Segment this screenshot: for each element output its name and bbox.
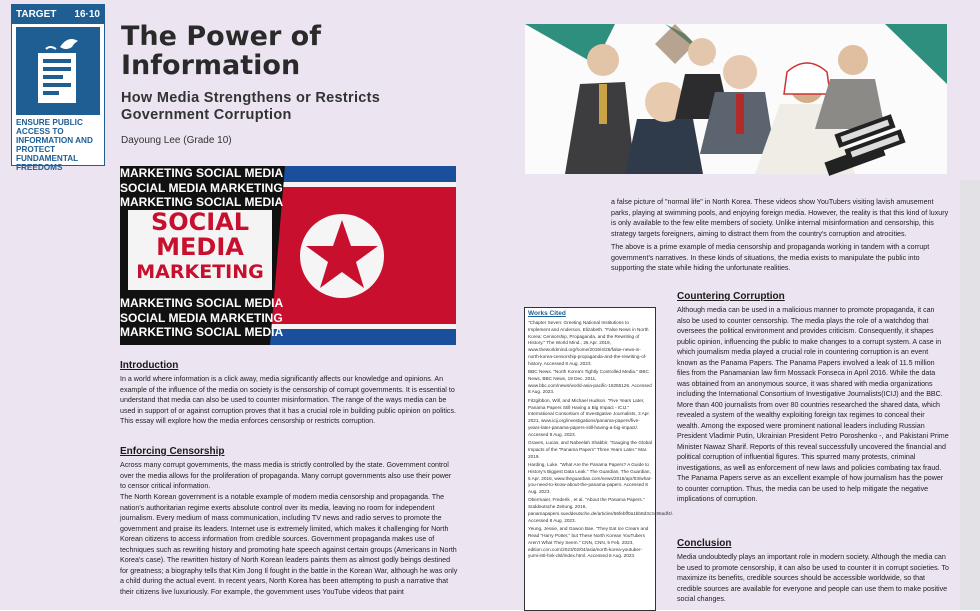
- subtitle-line-2: Government Corruption: [121, 106, 292, 123]
- social-media-flag-image: [120, 166, 456, 345]
- censorship-heading: Enforcing Censorship: [120, 446, 225, 457]
- badge-caption: ENSURE PUBLIC ACCESS TO INFORMATION AND PROTECT FUNDAMENTAL FREEDOMS: [16, 118, 93, 172]
- marketing-row-1: MARKETING SOCIAL MEDIA: [120, 166, 284, 180]
- sdg-peace-icon: [16, 27, 100, 115]
- countering-text: Although media can be used in a malicious manner to promote propaganda, it can also be used to counter censorship. The media plays the role of a watchdog that oversees the political environment and provides criticism. Consequently, it shapes public opinion, influencing the public to make changes to a corrupt system. A case in which journalism media played a crucial role in countering corruption is an event known as the Panama Papers. The Panama Papers involved a leak of 11.5 million files from the Panamanian law firm Mossack Fonseca in April 2016. While the data was obtained from an anonymous source, it was shared with media organizations including the International Consortium of Investigative Journalists(ICIJ) and the BBC. More than 400 journalists from over 80 countries researched the shared data, which revealed a system of the wealthy exploiting foreign tax regimes to conceal their wealth. Among the exposed were prominent national leaders including Russian President Vladimir Putin, Ukrainian President Petro Poroshenko -, and Pakistani Prime Minister Nawaz Sharif. Reports of this reveal successfully uncovered the financial and political corruption of influential figures. This spurred many protests, criminal investigations, as well as enforcement of new laws and policies combating tax fraud. The Panama Papers serve as an excellent example of how journalism has the power to counter corruption. Thus, the media can be used to help mitigate the negative implications of corruption.: [677, 306, 949, 503]
- conclusion-text: Media undoubtedly plays an important role in modern society. Although the media can be used to promote censorship, it can also be used to counter it in corrupt societies. To maximize its benefits, credible sources should be accessible worldwide, so that credible sources are available for everyone and people can use them to make positive social changes.: [677, 553, 949, 603]
- works-cited-list: [528, 320, 674, 560]
- citation-entry: Fitzgibbon, Will, and Michael Hudson. "Five Years Later, Panama Papers Still Having a Big Impact - ICIJ." International Consortium of Investigative Journalists, 3 Apr. 2021, www.icij.org/investigations/panama-papers/five-years-later-panama-papers-still-having-a-big-impact/. Accessed 8 Aug. 2023.: [528, 397, 650, 437]
- block-line-1: SOCIAL: [150, 208, 250, 236]
- page-edge-strip: [960, 180, 980, 610]
- badge-target-number: 16·10: [74, 9, 100, 20]
- badge-header: [12, 5, 104, 24]
- block-line-2: MEDIA: [156, 233, 244, 261]
- continued-text-2: The above is a prime example of media censorship and propaganda working in tandem with a corrupt government's narratives. In these kinds of situations, the media exists to manipulate the public into supporting the state while hiding the unfortunate realities.: [611, 243, 930, 272]
- marketing-row-2: SOCIAL MEDIA MARKETING: [120, 180, 283, 195]
- citation-entry: Yeung, Jessie, and Gawon Bae. "They Eat Ice Cream and Read "Harry Potter," but These North Korean YouTubers Aren't What They Seem." CNN, CNN, 5 Feb. 2023, edition.cnn.com/2023/02/04/asia/north-korea-youtuber-yumi-intl-hnk-dst/index.html. Accessed 8 Aug. 2023.: [528, 526, 649, 559]
- works-cited-box: [524, 307, 674, 611]
- block-line-3: MARKETING: [136, 261, 264, 283]
- introduction-heading: Introduction: [120, 360, 179, 371]
- sdg-target-badge: [11, 4, 105, 172]
- introduction-text: In a world where information is a click away, media significantly affects our knowledge and opinions. An example of the influence of the media on society is the censorship of corrupt governments. It is essential to understand that media can also be used to counter misinformation. The range of the ways media can be used in support of or against corruption proves that it has a crucial role in building public opinion on politics. This essay will explore how the media enforces censorship or restricts corruption.: [120, 375, 456, 425]
- countering-heading: Countering Corruption: [677, 291, 785, 302]
- social-media-marketing-block: [128, 210, 272, 290]
- marketing-row-5: SOCIAL MEDIA MARKETING: [120, 310, 283, 325]
- leaders-illustration: [525, 24, 947, 174]
- marketing-row-6: MARKETING SOCIAL MEDIA: [120, 325, 284, 339]
- conclusion-heading: Conclusion: [677, 538, 732, 549]
- censorship-text-1: Across many corrupt governments, the mass media is strictly controlled by the state. Government control over the media allows for the proliferation of propaganda. Many corrupt governments also use their power to censor critical information.: [120, 461, 452, 490]
- citation-entry: Obermaier, Frederik , et al. "About the Panama Papers." Süddeutsche Zeitung, 2016, panamapapers.sueddeutsche.de/articles/56febff0a1bb8d3c3495adf4/. Accessed 8 Aug. 2023.: [528, 497, 674, 523]
- continued-text-1: a false picture of "normal life" in North Korea. These videos show YouTubers visiting lavish amusement parks, playing at swimming pools, and enjoying foreign media. However, the reality is that this kind of luxury is only available to the few elite members of society. Unlike internal misinformation and censorship, this strategy targets foreigners, aiming to distract them from the country's corruption and atrocities.: [611, 198, 949, 238]
- title-line-1: The Power of: [121, 21, 321, 52]
- marketing-row-4: MARKETING SOCIAL MEDIA: [120, 296, 284, 310]
- title-line-2: Information: [121, 50, 301, 81]
- censorship-text-2: The North Korean government is a notable example of modern media censorship and propaganda. The nation's authoritarian regime exerts absolute control over its media, leaving no room for independent journalism. Every medium of mass communication, including TV news and radio serves to promote the government and praise its leaders. Internet use is extremely limited, which makes it challenging for North Korean citizens to access information from credible sources. Government propaganda makes use of techniques such as rewriting history and promoting hate speech against certain groups (Americans in North Korea's case). The rewritten history of North Korean leaders paints them as almost godly beings destined for greatness; a biography tells that Kim Jong Il fought in the battle in the Korean War, although he was only a child during the actual event. In recent years, North Korea has been attempting to push a narrative that their citizens live luxuriously. For example, the government uses YouTube videos that paint: [120, 493, 458, 596]
- subtitle-line-1: How Media Strengthens or Restricts: [121, 90, 381, 106]
- marketing-row-3: MARKETING SOCIAL MEDIA: [120, 195, 284, 209]
- page-title: [121, 22, 321, 80]
- citation-entry: BBC News. "North Korea's Tightly Controlled Media." BBC News, BBC News, 19 Dec. 2011, www.bbc.com/news/world-asia-pacific-16255126. Accessed 8 Aug. 2023.: [528, 369, 652, 395]
- citation-entry: "Chapter Seven: Greeting National Institutions to Implement and Anderson, Elizabeth. "False News in North Korea: Censorship, Propaganda, and the Rewriting of History." The World Mind., 26 Apr. 2019, www.theworldmind.org/home/2019/4/26/false-news-in-north-korea-censorship-propaganda-and-the-rewriting-of-history. Accessed 8 Aug. 2023.: [528, 320, 649, 366]
- page-subtitle: [121, 90, 380, 123]
- works-cited-heading: Works Cited: [528, 310, 566, 317]
- citation-entry: Graves, Lucas, and Nabeelah Shabbir. "Gauging the Global Impacts of the "Panama Papers" Three Years Later." Mar. 2019.: [528, 440, 652, 459]
- badge-target-label: TARGET: [16, 9, 57, 20]
- author-byline: Dayoung Lee (Grade 10): [121, 135, 232, 146]
- citation-entry: Harding, Luke. "What Are the Panama Papers? A Guide to History's Biggest Data Leak." The Guardian, The Guardian, 5 Apr. 2016, www.theguardian.com/news/2016/apr/03/what-you-need-to-know-about-the-panama-papers. Accessed 8 Aug. 2023.: [528, 461, 652, 495]
